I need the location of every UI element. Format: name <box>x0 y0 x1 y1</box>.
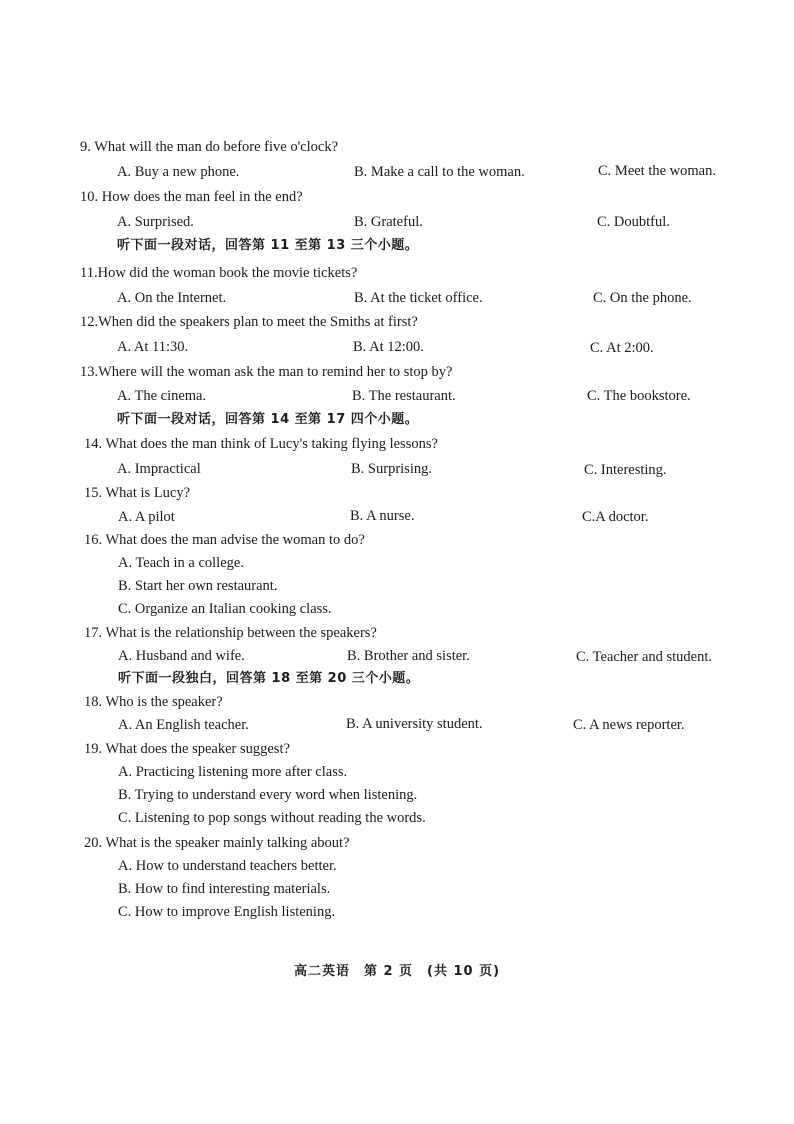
option-14b: B. Surprising. <box>351 461 432 477</box>
question-text: Who is the speaker? <box>105 694 223 710</box>
question-9 <box>80 138 338 156</box>
question-text: What is the speaker mainly talking about? <box>105 835 350 851</box>
question-number: 20. <box>84 835 103 851</box>
question-number: 10. <box>80 189 99 205</box>
option-13b: B. The restaurant. <box>352 388 456 404</box>
question-13 <box>80 363 452 381</box>
option-12a: A. At 11:30. <box>117 339 189 355</box>
question-text: Where will the woman ask the man to remind her to stop by? <box>98 364 453 380</box>
option-14c: C. Interesting. <box>584 462 667 478</box>
option-9c: C. Meet the woman. <box>598 163 716 179</box>
option-11a: A. On the Internet. <box>117 290 227 306</box>
question-15 <box>84 484 190 502</box>
option-15a: A. A pilot <box>118 509 175 525</box>
question-number: 17. <box>84 625 103 641</box>
option-16b: B. Start her own restaurant. <box>118 578 278 594</box>
question-text: What does the speaker suggest? <box>105 741 290 757</box>
option-19c: C. Listening to pop songs without reading the words. <box>118 810 426 826</box>
question-number: 19. <box>84 741 103 757</box>
question-text: What will the man do before five o'clock? <box>94 139 339 155</box>
question-number: 14. <box>84 436 103 452</box>
option-16a: A. Teach in a college. <box>118 555 244 571</box>
option-10b: B. Grateful. <box>354 214 423 230</box>
question-10 <box>80 188 303 206</box>
question-number: 13. <box>80 364 99 380</box>
option-20b: B. How to find interesting materials. <box>118 881 331 897</box>
option-17a: A. Husband and wife. <box>118 648 245 664</box>
option-10a: A. Surprised. <box>117 214 194 230</box>
question-text: When did the speakers plan to meet the Smiths at first? <box>98 314 418 330</box>
question-19 <box>84 740 290 758</box>
question-text: What is Lucy? <box>105 485 191 501</box>
option-13a: A. The cinema. <box>117 388 207 404</box>
option-9b: B. Make a call to the woman. <box>354 164 525 180</box>
question-14 <box>84 435 438 453</box>
question-text: How does the man feel in the end? <box>101 189 303 205</box>
option-20c: C. How to improve English listening. <box>118 904 336 920</box>
option-12b: B. At 12:00. <box>353 339 424 355</box>
question-number: 18. <box>84 694 103 710</box>
page-footer: 高二英语 第 2 页 (共 10 页) <box>293 964 501 979</box>
option-16c: C. Organize an Italian cooking class. <box>118 601 332 617</box>
question-text: What does the man think of Lucy's taking flying lessons? <box>105 436 438 452</box>
question-12 <box>80 313 418 331</box>
option-20a: A. How to understand teachers better. <box>118 858 337 874</box>
question-text: What does the man advise the woman to do? <box>105 532 365 548</box>
question-18 <box>84 693 223 711</box>
option-12c: C. At 2:00. <box>590 340 654 356</box>
question-number: 15. <box>84 485 103 501</box>
option-15c: C.A doctor. <box>582 509 649 525</box>
question-text: What is the relationship between the speakers? <box>105 625 377 641</box>
option-11c: C. On the phone. <box>593 290 692 306</box>
section-instruction-3: 听下面一段独白，回答第 18 至第 20 三个小题。 <box>118 671 420 686</box>
option-14a: A. Impractical <box>117 461 201 477</box>
option-18b: B. A university student. <box>346 716 483 732</box>
question-17 <box>84 624 377 642</box>
option-19b: B. Trying to understand every word when listening. <box>118 787 418 803</box>
option-13c: C. The bookstore. <box>587 388 691 404</box>
question-number: 12. <box>80 314 99 330</box>
option-17b: B. Brother and sister. <box>347 648 470 664</box>
question-number: 9. <box>80 139 91 155</box>
option-17c: C. Teacher and student. <box>576 649 713 665</box>
question-20 <box>84 834 350 852</box>
option-15b: B. A nurse. <box>350 508 415 524</box>
question-11 <box>80 264 357 282</box>
option-18c: C. A news reporter. <box>573 717 685 733</box>
question-number: 11. <box>80 265 98 281</box>
question-text: How did the woman book the movie tickets? <box>97 265 358 281</box>
option-11b: B. At the ticket office. <box>354 290 483 306</box>
section-instruction-1: 听下面一段对话，回答第 11 至第 13 三个小题。 <box>117 238 419 253</box>
question-16 <box>84 531 365 549</box>
option-10c: C. Doubtful. <box>597 214 670 230</box>
section-instruction-2: 听下面一段对话，回答第 14 至第 17 四个小题。 <box>117 412 419 427</box>
option-9a: A. Buy a new phone. <box>117 164 240 180</box>
option-19a: A. Practicing listening more after class. <box>118 764 348 780</box>
question-number: 16. <box>84 532 103 548</box>
option-18a: A. An English teacher. <box>118 717 249 733</box>
